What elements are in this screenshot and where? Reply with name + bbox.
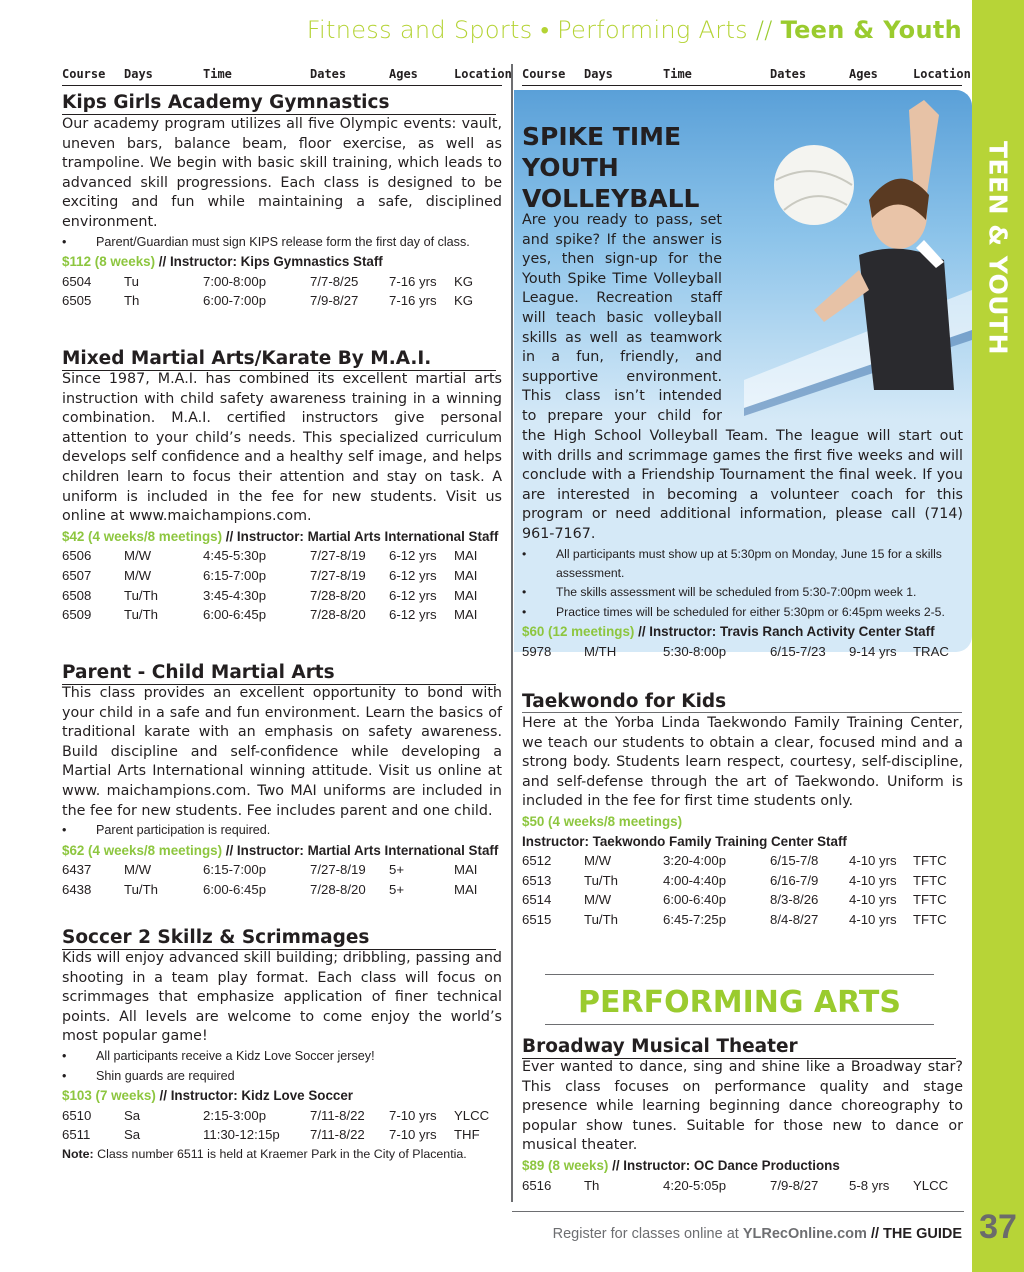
cell-time: 11:30-12:15p xyxy=(203,1127,280,1143)
cell-dates: 6/16-7/9 xyxy=(770,872,819,888)
cell-days: Tu/Th xyxy=(124,607,158,623)
vb-instructor: // Instructor: Travis Ranch Activity Center Staff xyxy=(638,624,935,640)
cell-dates: 7/11-8/22 xyxy=(310,1107,365,1123)
table-row xyxy=(522,851,963,871)
table-row xyxy=(62,605,502,625)
volleyball-section xyxy=(522,427,963,661)
cell-time: 6:00-6:40p xyxy=(663,892,727,908)
vb-line: supportive environment. xyxy=(522,368,722,385)
soccer-instructor: // Instructor: Kidz Love Soccer xyxy=(159,1088,354,1104)
cell-time: 7:00-8:00p xyxy=(203,273,267,289)
cell-dates: 7/27-8/19 xyxy=(310,862,366,878)
cell-location: YLCC xyxy=(913,1177,949,1193)
cell-location: KG xyxy=(454,293,474,309)
col-ages: Ages xyxy=(389,66,418,82)
cell-days: Tu/Th xyxy=(124,881,158,897)
pcma-title: Parent - Child Martial Arts xyxy=(62,662,496,685)
cell-dates: 7/11-8/22 xyxy=(310,1127,365,1143)
cell-days: M/TH xyxy=(584,643,617,659)
cell-time: 6:45-7:25p xyxy=(663,911,727,927)
tkd-section xyxy=(522,714,963,930)
cell-location: MAI xyxy=(454,567,478,583)
cell-days: M/W xyxy=(124,548,152,564)
cell-dates: 7/27-8/19 xyxy=(310,548,366,564)
cell-dates: 7/28-8/20 xyxy=(310,587,366,603)
cell-location: KG xyxy=(454,273,474,289)
vb-line: yes, then sign-up for the xyxy=(522,251,722,268)
kips-price: $112 (8 weeks) xyxy=(62,254,156,270)
kips-bullet: • Parent/Guardian must sign KIPS release form the first day of class. xyxy=(62,233,502,253)
cell-ages: 4-10 yrs xyxy=(849,892,897,908)
cell-course: 6514 xyxy=(522,892,552,908)
cell-ages: 5-8 yrs xyxy=(849,1177,890,1193)
col-time: Time xyxy=(663,66,692,82)
header-performing: Performing Arts xyxy=(557,16,748,44)
soccer-note xyxy=(62,1145,502,1165)
table-row xyxy=(522,871,963,891)
cell-days: Th xyxy=(584,1177,600,1193)
cell-course: 6507 xyxy=(62,567,92,583)
column-headers-right xyxy=(522,64,971,86)
cell-time: 4:45-5:30p xyxy=(203,548,267,564)
pcma-section xyxy=(62,684,502,900)
broadway-section xyxy=(522,1058,963,1195)
cell-ages: 6-12 yrs xyxy=(389,567,437,583)
broadway-description: Ever wanted to dance, sing and shine like a Broadway star? This class focuses on performance quality and stage presence while learning beginning dance choreography to popular show tunes. Suitable for those new to dance or musical theater. xyxy=(522,1059,963,1154)
col-course: Course xyxy=(522,66,566,82)
volleyball-title-line: YOUTH xyxy=(522,153,619,182)
column-divider xyxy=(511,64,513,1202)
cell-dates: 7/28-8/20 xyxy=(310,607,366,623)
table-row xyxy=(62,880,502,900)
cell-ages: 5+ xyxy=(389,881,405,897)
cell-location: TFTC xyxy=(913,853,947,869)
vb-bullet: • Practice times will be scheduled for either 5:30pm or 6:45pm weeks 2-5. xyxy=(522,603,963,622)
cell-days: Th xyxy=(124,293,140,309)
performing-rule-top xyxy=(545,974,934,975)
cell-ages: 6-12 yrs xyxy=(389,587,437,603)
volleyball-description: the High School Volleyball Team. The league will start out with drills and scrimmage games the first five weeks and will conclude with a Friendship Tournament the final week. If you are interested in becoming a volunteer coach for this program or need additional information, please call (714) 961-7167. xyxy=(522,428,963,542)
broadway-price: $89 (8 weeks) xyxy=(522,1157,609,1173)
col-location: Location xyxy=(913,66,971,82)
volleyball-title xyxy=(522,121,699,214)
cell-location: MAI xyxy=(454,548,478,564)
table-row xyxy=(522,910,963,930)
column-headers-left xyxy=(62,64,512,86)
header-bullet: • xyxy=(540,16,550,44)
kips-price-line xyxy=(62,252,502,272)
col-course: Course xyxy=(62,66,106,82)
table-row xyxy=(522,890,963,910)
cell-time: 6:15-7:00p xyxy=(203,567,267,583)
cell-time: 5:30-8:00p xyxy=(663,643,727,659)
mma-instructor: // Instructor: Martial Arts International Staff xyxy=(225,528,499,544)
side-tab-label: TEEN & YOUTH xyxy=(983,140,1013,355)
cell-time: 6:00-7:00p xyxy=(203,293,267,309)
cell-days: Sa xyxy=(124,1107,141,1123)
cell-dates: 6/15-7/8 xyxy=(770,853,819,869)
cell-dates: 7/9-8/27 xyxy=(310,293,359,309)
cell-time: 4:00-4:40p xyxy=(663,872,727,888)
cell-ages: 5+ xyxy=(389,862,405,878)
cell-course: 6437 xyxy=(62,862,92,878)
pcma-description: This class provides an excellent opportunity to bond with your child in a safe and fun environment. Learn the basics of traditional karate with an emphasis on safety awareness. Build discipline and self-confidence while developing a Martial Arts International winning attitude. Visit us online at www. maichampions.com. Two MAI uniforms are included in the fee for new students. Fee includes parent and one child. xyxy=(62,685,502,819)
cell-location: MAI xyxy=(454,881,478,897)
cell-days: Tu/Th xyxy=(124,587,158,603)
cell-time: 6:00-6:45p xyxy=(203,607,267,623)
cell-dates: 7/28-8/20 xyxy=(310,881,366,897)
table-row xyxy=(62,860,502,880)
cell-ages: 7-16 yrs xyxy=(389,273,437,289)
vb-line: League. Recreation staff xyxy=(522,290,722,307)
footer-rule xyxy=(512,1211,964,1212)
cell-ages: 9-14 yrs xyxy=(849,643,897,659)
cell-dates: 7/9-8/27 xyxy=(770,1177,819,1193)
kips-section xyxy=(62,115,502,311)
mma-price-line xyxy=(62,527,502,547)
cell-course: 6515 xyxy=(522,911,552,927)
soccer-bullet: • All participants receive a Kidz Love Soccer jersey! xyxy=(62,1047,502,1067)
cell-course: 5978 xyxy=(522,643,552,659)
note-text: Class number 6511 is held at Kraemer Park in the City of Placentia. xyxy=(97,1146,467,1161)
performing-rule-bottom xyxy=(545,1024,934,1025)
cell-location: TFTC xyxy=(913,872,947,888)
soccer-description: Kids will enjoy advanced skill building; dribbling, passing and shooting in a team play format. Each class will focus on scrimmages that emphasize application of finer technical points. All levels are welcome to come enjoy the world’s most popular game! xyxy=(62,950,502,1045)
header-fitness: Fitness and Sports xyxy=(306,16,533,44)
table-row xyxy=(62,586,502,606)
mma-description: Since 1987, M.A.I. has combined its excellent martial arts instruction with child safety awareness training in a winning combination. M.A.I. certified instructors give personal attention to your child’s needs. This specialized curriculum develops self confidence and a healthy self image, and helps children learn to focus their attention and stay on task. A uniform is included in the fee for new students. Visit us online at www.maichampions.com. xyxy=(62,371,502,525)
mma-section xyxy=(62,370,502,625)
footer-prefix: Register for classes online at xyxy=(552,1226,739,1242)
table-row xyxy=(62,1125,502,1145)
cell-course: 6504 xyxy=(62,273,92,289)
footer xyxy=(553,1226,962,1242)
cell-location: MAI xyxy=(454,607,478,623)
header-slashes: // xyxy=(755,16,773,44)
vb-price: $60 (12 meetings) xyxy=(522,624,635,640)
cell-time: 3:45-4:30p xyxy=(203,587,267,603)
vb-bullet: • The skills assessment will be scheduled from 5:30-7:00pm week 1. xyxy=(522,583,963,602)
kips-description: Our academy program utilizes all five Olympic events: vault, uneven bars, balance beam, floor exercise, as well as trampoline. We begin with basic skill training, which leads to advanced skill progressions. Each class is designed to be exciting and fun while maintaining a safe, disciplined environment. xyxy=(62,116,502,230)
cell-days: M/W xyxy=(124,862,152,878)
cell-ages: 4-10 yrs xyxy=(849,872,897,888)
tkd-instructor: Instructor: Taekwondo Family Training Center Staff xyxy=(522,833,847,849)
cell-days: M/W xyxy=(584,892,612,908)
tkd-rule xyxy=(522,712,962,713)
mma-title: Mixed Martial Arts/Karate By M.A.I. xyxy=(62,348,496,371)
cell-days: Tu/Th xyxy=(584,911,618,927)
cell-days: Tu xyxy=(124,273,139,289)
cell-time: 4:20-5:05p xyxy=(663,1177,727,1193)
cell-course: 6438 xyxy=(62,881,92,897)
cell-location: YLCC xyxy=(454,1107,490,1123)
cell-days: M/W xyxy=(124,567,152,583)
header-teen-youth: Teen & Youth xyxy=(780,16,962,44)
mma-price: $42 (4 weeks/8 meetings) xyxy=(62,528,223,544)
cell-course: 6510 xyxy=(62,1107,92,1123)
cell-dates: 7/7-8/25 xyxy=(310,273,359,289)
cell-course: 6511 xyxy=(62,1127,91,1143)
tkd-description: Here at the Yorba Linda Taekwondo Family Training Center, we teach our students to obtain a clear, focused mind and a strong body. Students learn respect, courtesy, self-discipline, and self-defense through the art of Taekwondo. Uniform is included in the fee for first time students only. xyxy=(522,715,963,810)
vb-line: This class isn’t intended xyxy=(522,388,722,405)
col-days: Days xyxy=(584,66,613,82)
cell-time: 6:15-7:00p xyxy=(203,862,267,878)
col-dates: Dates xyxy=(770,66,807,82)
cell-ages: 7-16 yrs xyxy=(389,293,437,309)
page-header xyxy=(307,16,962,45)
side-tab xyxy=(978,125,1018,370)
performing-arts-heading: PERFORMING ARTS xyxy=(578,985,901,1020)
note-label: Note: xyxy=(62,1146,94,1161)
vb-line: skills as well as teamwork xyxy=(522,329,722,346)
volleyball-title-line: SPIKE TIME xyxy=(522,122,682,151)
cell-time: 2:15-3:00p xyxy=(203,1107,267,1123)
cell-course: 6505 xyxy=(62,293,92,309)
cell-time: 6:00-6:45p xyxy=(203,881,267,897)
volleyball-title-line: VOLLEYBALL xyxy=(522,184,700,213)
kips-title: Kips Girls Academy Gymnastics xyxy=(62,92,496,115)
cell-time: 3:20-4:00p xyxy=(663,853,727,869)
cell-location: MAI xyxy=(454,587,478,603)
table-row xyxy=(62,546,502,566)
tkd-title: Taekwondo for Kids xyxy=(522,691,727,712)
pcma-price-line xyxy=(62,841,502,861)
cell-ages: 6-12 yrs xyxy=(389,548,437,564)
cell-course: 6516 xyxy=(522,1177,552,1193)
cell-ages: 7-10 yrs xyxy=(389,1127,437,1143)
col-ages: Ages xyxy=(849,66,878,82)
pcma-bullet: • Parent participation is required. xyxy=(62,821,502,841)
cell-location: TFTC xyxy=(913,892,947,908)
cell-course: 6512 xyxy=(522,853,552,869)
page-number: 37 xyxy=(979,1208,1017,1246)
soccer-bullet: • Shin guards are required xyxy=(62,1067,502,1087)
cell-location: TFTC xyxy=(913,911,947,927)
col-time: Time xyxy=(203,66,232,82)
tkd-price: $50 (4 weeks/8 meetings) xyxy=(522,813,683,829)
vb-line: Youth Spike Time Volleyball xyxy=(522,270,722,287)
cell-ages: 4-10 yrs xyxy=(849,853,897,869)
cell-dates: 8/4-8/27 xyxy=(770,911,819,927)
tkd-price-line xyxy=(522,812,963,832)
soccer-section xyxy=(62,949,502,1165)
soccer-title: Soccer 2 Skillz & Scrimmages xyxy=(62,927,496,950)
cell-dates: 8/3-8/26 xyxy=(770,892,819,908)
cell-ages: 7-10 yrs xyxy=(389,1107,437,1123)
footer-site-link[interactable]: YLRecOnline.com xyxy=(742,1226,867,1242)
col-dates: Dates xyxy=(310,66,347,82)
cell-ages: 4-10 yrs xyxy=(849,911,897,927)
broadway-instructor: // Instructor: OC Dance Productions xyxy=(612,1157,840,1173)
table-row xyxy=(522,1176,963,1196)
cell-location: TRAC xyxy=(913,643,949,659)
cell-days: M/W xyxy=(584,853,612,869)
vb-line: Are you ready to pass, set xyxy=(522,212,722,228)
cell-location: THF xyxy=(454,1127,480,1143)
vb-line: will teach basic volleyball xyxy=(522,309,722,326)
cell-course: 6506 xyxy=(62,548,92,564)
table-row xyxy=(62,1106,502,1126)
cell-course: 6509 xyxy=(62,607,92,623)
broadway-title: Broadway Musical Theater xyxy=(522,1036,956,1059)
cell-days: Sa xyxy=(124,1127,141,1143)
cell-dates: 6/15-7/23 xyxy=(770,643,826,659)
cell-dates: 7/27-8/19 xyxy=(310,567,366,583)
soccer-price: $103 (7 weeks) xyxy=(62,1088,156,1104)
broadway-price-line xyxy=(522,1156,963,1176)
vb-line: and spike? If the answer is xyxy=(522,231,722,248)
table-row xyxy=(62,272,502,292)
cell-days: Tu/Th xyxy=(584,872,618,888)
vb-line: to prepare your child for xyxy=(522,407,722,424)
table-row xyxy=(522,642,963,662)
soccer-price-line xyxy=(62,1086,502,1106)
pcma-price: $62 (4 weeks/8 meetings) xyxy=(62,842,223,858)
cell-location: MAI xyxy=(454,862,478,878)
vb-line: in a fun, friendly, and xyxy=(522,349,722,366)
col-location: Location xyxy=(454,66,512,82)
table-row xyxy=(62,291,502,311)
vb-bullet: • All participants must show up at 5:30pm on Monday, June 15 for a skills assessment. xyxy=(522,545,963,584)
kips-instructor: // Instructor: Kips Gymnastics Staff xyxy=(158,254,383,270)
col-days: Days xyxy=(124,66,153,82)
volleyball-narrow-text xyxy=(522,211,722,427)
pcma-instructor: // Instructor: Martial Arts International Staff xyxy=(225,842,499,858)
cell-course: 6508 xyxy=(62,587,92,603)
cell-ages: 6-12 yrs xyxy=(389,607,437,623)
table-row xyxy=(62,566,502,586)
cell-course: 6513 xyxy=(522,872,552,888)
vb-price-line xyxy=(522,622,963,642)
footer-suffix: // THE GUIDE xyxy=(870,1226,962,1242)
